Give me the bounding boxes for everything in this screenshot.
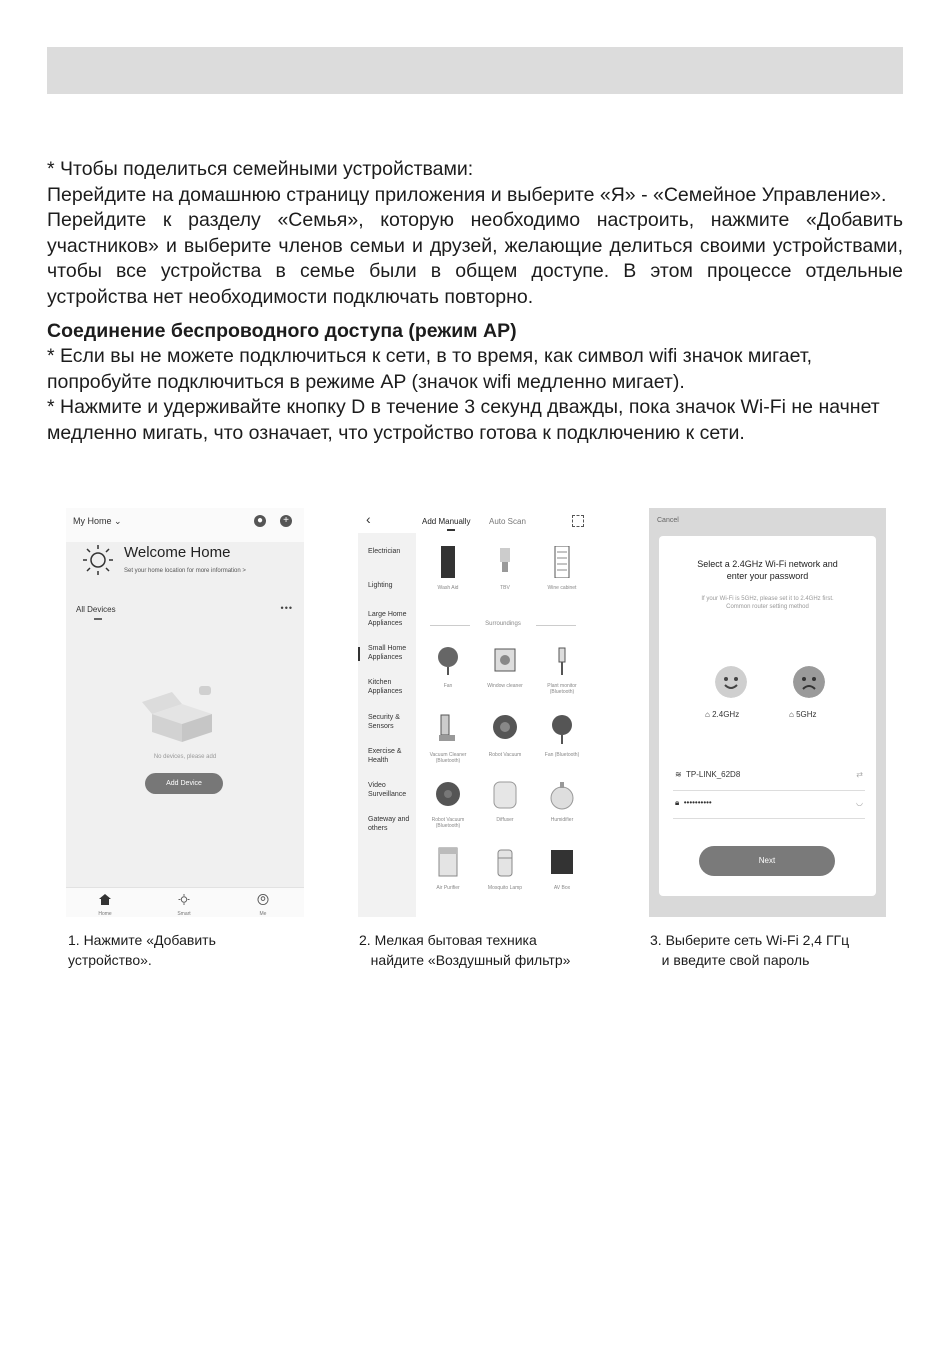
add-device-button[interactable]: Add Device	[145, 773, 223, 794]
wifi-icon: ≋	[675, 770, 682, 779]
robot-vacuum-icon	[492, 713, 518, 745]
nav-home[interactable]	[85, 892, 125, 917]
category-item[interactable]: Lighting	[368, 582, 393, 589]
welcome-title: Welcome Home	[124, 544, 231, 561]
eye-icon[interactable]: ◡	[856, 798, 863, 807]
device-item[interactable]: Fan	[423, 646, 473, 689]
instructions-text	[47, 157, 903, 447]
password-field[interactable]: 🔒︎ •••••••••• ◡	[675, 798, 863, 807]
tab-indicator	[94, 618, 102, 620]
tab-add-manually[interactable]: Add Manually	[422, 517, 471, 526]
chevron-down-icon: ⌄	[114, 516, 122, 526]
device-item[interactable]: Fan (Bluetooth)	[537, 713, 587, 758]
device-item[interactable]: Air Purifier	[423, 846, 473, 891]
section-label: Surroundings	[428, 621, 578, 627]
tab-auto-scan[interactable]: Auto Scan	[489, 517, 526, 526]
fan-icon	[549, 713, 575, 745]
ap-mode-heading: Соединение беспроводного доступа (режим AP)	[47, 319, 517, 342]
wifi-card	[659, 536, 876, 896]
mosquito-lamp-icon	[492, 846, 518, 878]
category-item[interactable]: Gateway and others	[368, 816, 410, 832]
category-item[interactable]: Electrician	[368, 548, 401, 555]
device-item[interactable]: TBV	[480, 546, 530, 591]
nav-smart-label: Smart	[177, 911, 191, 917]
home-icon	[99, 894, 111, 905]
screenshot-add-manually	[358, 508, 592, 917]
tab-indicator	[447, 529, 455, 531]
header-bar	[47, 47, 903, 94]
band-5ghz: ⌂ 5GHz	[789, 710, 817, 719]
nav-me-label: Me	[259, 911, 267, 917]
category-item[interactable]: Exercise & Health	[368, 748, 402, 764]
wifi-title: Select a 2.4GHz Wi-Fi network and enter your password	[697, 559, 838, 581]
av-box-icon	[549, 846, 575, 878]
device-item[interactable]: Wash Aid	[423, 546, 473, 591]
diffuser-icon	[492, 780, 518, 810]
device-item[interactable]: Robot Vacuum (Bluetooth)	[423, 780, 473, 829]
cancel-button[interactable]: Cancel	[657, 517, 679, 524]
divider	[673, 818, 865, 819]
nav-smart[interactable]	[164, 892, 204, 917]
category-item[interactable]: Kitchen Appliances	[368, 679, 403, 695]
wifi-hint: If your Wi-Fi is 5GHz, please set it to 2.4GHz first. Common router setting method	[701, 596, 834, 610]
device-item[interactable]: Plant monitor (Bluetooth)	[537, 646, 587, 695]
share-intro: * Чтобы поделиться семейными устройствами:	[47, 158, 474, 180]
smart-icon	[178, 894, 190, 905]
next-button[interactable]: Next	[699, 846, 835, 876]
router-icon: ⌂	[789, 710, 794, 719]
nav-home-label: Home	[98, 911, 112, 917]
device-item[interactable]: Mosquito Lamp	[480, 846, 530, 891]
lock-icon: 🔒︎	[675, 798, 680, 807]
fan-icon	[435, 646, 461, 676]
caption-3: 3. Выберите сеть Wi-Fi 2,4 ГГц и введите свой пароль	[650, 932, 850, 968]
air-purifier-icon	[435, 846, 461, 878]
plant-monitor-icon	[549, 646, 575, 676]
switch-network-icon[interactable]: ⇄	[856, 770, 863, 779]
share-step-2: Перейдите к разделу «Семья», которую необходимо настроить, нажмите «Добавить участников» и выберите членов семьи и друзей, желающие делиться своими устройствами, чтобы все устройства в семье были в общем доступе. В этом процессе отдельные устройства нет необходимости подключать повторно.	[47, 209, 903, 308]
empty-box-illustration	[142, 684, 222, 744]
happy-face-icon	[715, 666, 747, 698]
caption-2: 2. Мелкая бытовая техника найдите «Воздушный фильтр»	[359, 932, 571, 968]
device-item[interactable]: Robot Vacuum	[480, 713, 530, 758]
category-active-indicator	[358, 647, 360, 661]
tab-all-devices[interactable]: All Devices	[76, 605, 116, 614]
robot-vacuum-icon	[435, 780, 461, 810]
add-icon[interactable]: +	[280, 515, 292, 527]
device-item[interactable]: Humidifier	[537, 780, 587, 823]
scan-icon[interactable]	[572, 515, 584, 527]
category-sidebar	[358, 533, 416, 917]
back-icon[interactable]: ‹	[366, 511, 371, 527]
home-selector[interactable]: My Home ⌄	[73, 516, 122, 526]
window-cleaner-icon	[492, 646, 518, 676]
location-hint[interactable]: Set your home location for more information >	[124, 568, 246, 574]
screenshot-wifi-setup	[649, 508, 886, 917]
screenshot-home	[66, 508, 304, 917]
device-item[interactable]: Diffuser	[480, 780, 530, 823]
microphone-icon[interactable]: ●	[254, 515, 266, 527]
device-item[interactable]: Vacuum Cleaner (Bluetooth)	[423, 713, 473, 764]
wine-cabinet-icon	[554, 546, 570, 578]
ssid-field[interactable]: ≋ TP-LINK_62D8 ⇄	[675, 770, 863, 779]
device-item[interactable]: Window cleaner	[480, 646, 530, 689]
band-24ghz: ⌂ 2.4GHz	[705, 710, 740, 719]
more-icon[interactable]: •••	[280, 603, 293, 613]
appliance-icon	[440, 546, 456, 578]
ap-mode-bullet-2: * Нажмите и удерживайте кнопку D в течение 3 секунд дважды, пока значок Wi-Fi не начнет медленно мигать, что означает, что устройство готова к подключению к сети.	[47, 396, 880, 444]
share-step-1: Перейдите на домашнюю страницу приложения и выберите «Я» - «Семейное Управление».	[47, 183, 887, 206]
sad-face-icon	[793, 666, 825, 698]
profile-icon	[257, 894, 269, 905]
bottom-nav	[66, 887, 304, 917]
caption-1: 1. Нажмите «Добавить устройство».	[68, 932, 216, 968]
category-item-active[interactable]: Small Home Appliances	[368, 645, 407, 661]
router-icon: ⌂	[705, 710, 710, 719]
empty-state-text: No devices, please add	[153, 754, 217, 760]
ap-mode-bullet-1: * Если вы не можете подключиться к сети, в то время, как символ wifi значок мигает, попробуйте подключиться в режиме AP (значок wifi медленно мигает).	[47, 345, 813, 393]
humidifier-icon	[549, 780, 575, 810]
device-item[interactable]: Wine cabinet	[537, 546, 587, 591]
valve-icon	[497, 546, 513, 578]
device-item[interactable]: AV Box	[537, 846, 587, 891]
divider	[673, 790, 865, 791]
category-item[interactable]: Large Home Appliances	[368, 611, 407, 627]
vacuum-cleaner-icon	[435, 713, 461, 745]
sun-icon	[82, 544, 114, 576]
category-item[interactable]: Video Surveillance	[368, 782, 407, 798]
category-item[interactable]: Security & Sensors	[368, 714, 400, 730]
nav-me[interactable]	[243, 892, 283, 917]
